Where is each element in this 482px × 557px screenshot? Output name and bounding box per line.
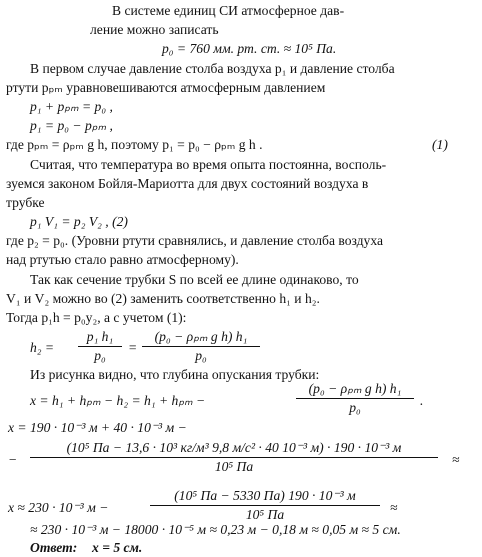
formula-x-fraction <box>296 382 414 414</box>
formula-x3-fraction <box>150 489 380 521</box>
fraction-bar <box>30 457 438 458</box>
formula-h2-equals: = <box>128 340 138 355</box>
fraction-bar <box>78 346 122 347</box>
text-line-17: Тогда p₁h = p₀y₂, а с учетом (1): <box>6 310 187 325</box>
fraction-numerator: (10⁵ Па − 5330 Па) 190 · 10⁻³ м <box>174 488 356 503</box>
text-line-2: ление можно записать <box>90 22 219 37</box>
fraction-denominator: p₀ <box>349 399 361 415</box>
fraction-numerator: (10⁵ Па − 13,6 · 10³ кг/м³ 9,8 м/с² · 40 10⁻³ м) · 190 · 10⁻³ м <box>66 440 402 455</box>
text-line-10: зуемся законом Бойля-Мариотта для двух состояний воздуха в <box>6 176 369 191</box>
fraction-bar <box>296 398 414 399</box>
formula-x2-fraction <box>30 441 438 473</box>
formula-atm-pressure: p₀ = 760 мм. рт. ст. ≈ 10⁵ Па. <box>162 41 337 56</box>
fraction-denominator: p₀ <box>195 347 207 363</box>
text-line-4: В первом случае давление столба воздуха p₁ и давление столба <box>30 61 395 76</box>
formula-final-approx: ≈ 230 · 10⁻³ м − 18000 · 10⁻⁵ м ≈ 0,23 м − 0,18 м ≈ 0,05 м ≈ 5 см. <box>30 522 401 537</box>
fraction-denominator: 10⁵ Па <box>245 506 285 522</box>
answer-label: Ответ: <box>30 540 78 555</box>
text-line-16: V₁ и V₂ можно во (2) заменить соответственно h₁ и h₂. <box>6 291 320 306</box>
formula-p1: p₁ = p₀ − pₚₘ , <box>30 118 113 133</box>
fraction-numerator: p₁ h₁ <box>86 329 114 344</box>
formula-boyle: p₁ V₁ = p₂ V₂ , (2) <box>30 214 128 229</box>
formula-p1-full: где pₚₘ = ρₚₘ g h, поэтому p₁ = p₀ − ρₚₘ g h . <box>6 137 263 152</box>
fraction-bar <box>142 346 260 347</box>
text-line-5: ртути pₚₘ уравновешиваются атмосферным давлением <box>6 80 326 95</box>
answer-value: x = 5 см. <box>92 540 143 555</box>
fraction-numerator: (p₀ − ρₚₘ g h) h₁ <box>154 329 248 344</box>
formula-x2-minus: − <box>8 452 18 467</box>
text-line-19: Из рисунка видно, что глубина опускания трубки: <box>30 367 320 382</box>
text-line-13: где p₂ = p₀. (Уровни ртути сравнялись, и давление столба воздуха <box>6 233 383 248</box>
formula-x3-lhs: x ≈ 230 · 10⁻³ м − <box>8 500 109 515</box>
formula-x3-approx: ≈ <box>390 500 398 515</box>
fraction-numerator: (p₀ − ρₚₘ g h) h₁ <box>308 381 402 396</box>
text-line-1: В системе единиц СИ атмосферное дав- <box>112 3 345 18</box>
formula-balance: p₁ + pₚₘ = p₀ , <box>30 99 113 114</box>
text-line-9: Считая, что температура во время опыта постоянна, восполь- <box>30 157 387 172</box>
fraction-denominator: p₀ <box>94 347 106 363</box>
formula-x-numeric: x = 190 · 10⁻³ м + 40 · 10⁻³ м − <box>8 420 187 435</box>
formula-h2-fraction-1 <box>78 330 122 362</box>
formula-h2-lhs: h₂ = <box>30 340 55 355</box>
text-line-15: Так как сечение трубки S по всей ее длине одинаково, то <box>30 272 359 287</box>
fraction-bar <box>150 505 380 506</box>
text-line-14: над ртутью стало равно атмосферному). <box>6 252 239 267</box>
formula-x-period: . <box>420 393 424 408</box>
formula-x2-approx: ≈ <box>452 452 460 467</box>
formula-x-lhs: x = h₁ + hₚₘ − h₂ = h₁ + hₚₘ − <box>30 393 206 408</box>
fraction-denominator: 10⁵ Па <box>214 458 254 474</box>
equation-number-1: (1) <box>432 137 448 152</box>
formula-h2-fraction-2 <box>142 330 260 362</box>
text-line-11: трубке <box>6 195 45 210</box>
